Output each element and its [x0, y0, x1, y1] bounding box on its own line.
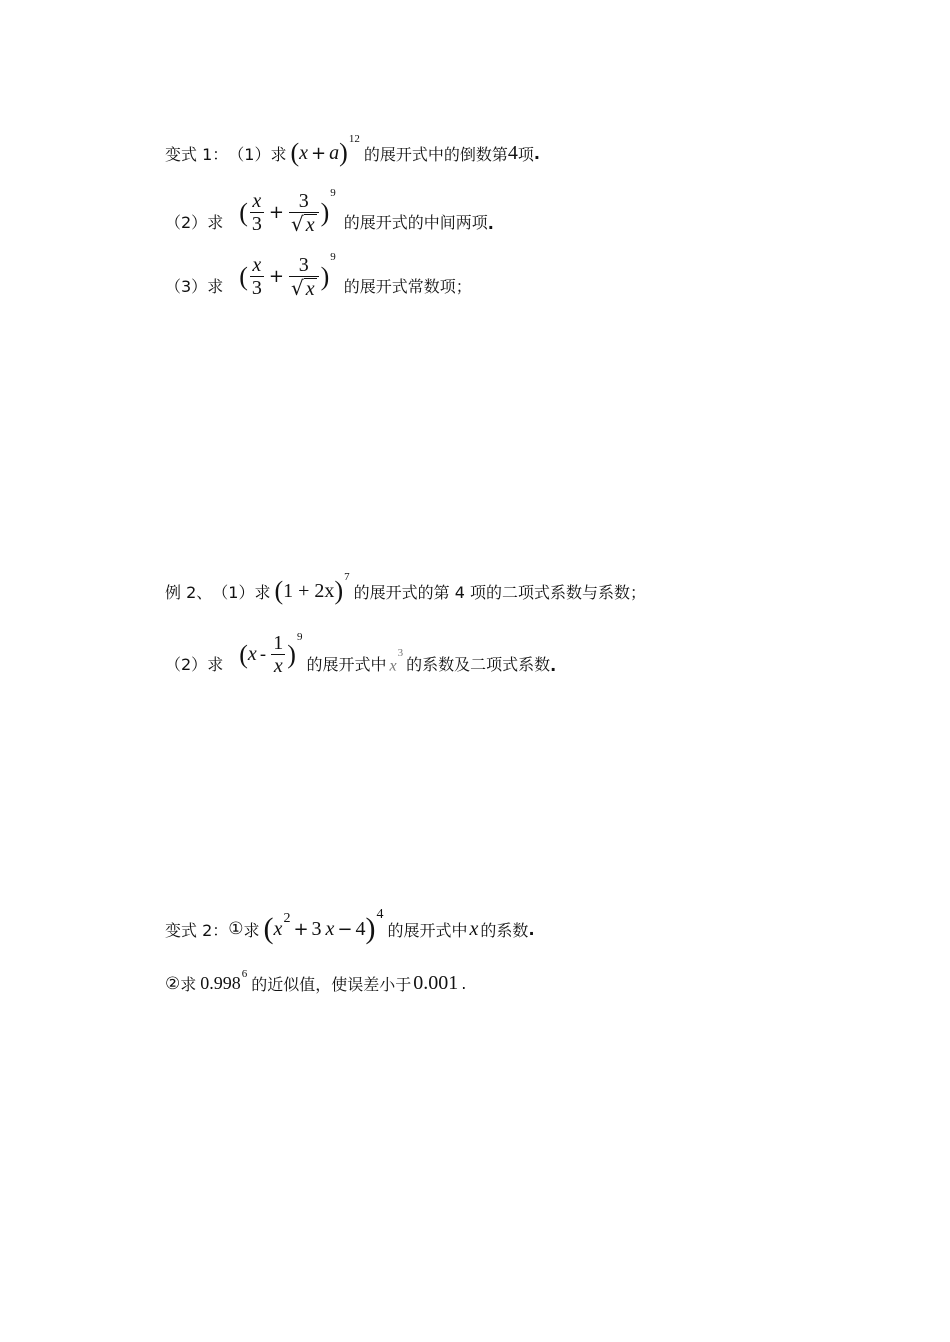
expression-x-minus-1-over-x: ( x - $\frac{1}{x}$ ) $^9$: [239, 630, 303, 677]
binomial-1-plus-2x: ( 1 + 2x ) $^7$: [274, 571, 350, 605]
question-text: 的近似值，使误差小于: [251, 975, 412, 994]
question-text: 的展开式常数项；: [343, 277, 472, 296]
exponent: 4: [376, 907, 384, 922]
sqrt-x: √ x: [290, 212, 315, 236]
variant1-part1: 变式 1： （1） 求 ( x + a ) $^{12}$ 的展开式中的倒数第 4 项 .: [165, 133, 540, 167]
variant2-part2: ② 求 0.998 $^6$ 的近似值，使误差小于 0.001 .: [165, 967, 467, 994]
fraction-x-over-3: $\frac{x}{3}$: [251, 254, 262, 299]
exponent: 9: [296, 630, 303, 643]
ask-word: 求: [207, 277, 224, 296]
question-text: 的展开式中的倒数第: [363, 144, 508, 164]
part-number: （1）: [212, 582, 255, 602]
part-number: （2）: [165, 655, 208, 674]
example2-label: 例 2、: [165, 582, 213, 602]
question-text: 的展开式的中间两项: [343, 213, 488, 232]
part-number: （1）: [228, 144, 271, 164]
variant1-label: 变式 1：: [165, 144, 229, 164]
question-text-2: 的系数: [480, 920, 529, 940]
exponent: 12: [348, 133, 360, 145]
expression-x3-plus-3-sqrtx: ( $\frac{x}{3}$ + 3 √ x ) $^9$: [239, 186, 336, 236]
circled-number-2: ②: [165, 973, 181, 994]
question-text-2: 项: [517, 144, 534, 164]
part-number: （3）: [165, 277, 208, 296]
ask-word: 求: [207, 213, 224, 232]
question-text-2: 的系数及二项式系数: [406, 655, 551, 674]
fraction-3-over-sqrt-x: 3 √ x: [289, 190, 319, 235]
fraction-3-over-sqrt-x: 3 √ x: [289, 254, 319, 299]
example2-part1: [165, 571, 646, 605]
exponent: 7: [344, 571, 350, 583]
question-text: 的展开式中: [306, 655, 387, 674]
ask-word: 求: [207, 655, 224, 674]
example2-part2: （2） 求 ( x - $\frac{1}{x}$ ) $^9$ 的展开式中 $x^3$ 的系数及二项式系数 .: [165, 630, 557, 677]
circled-number-1: ①: [228, 919, 244, 939]
number-0998-power-6: 0.998 $^6$: [200, 967, 248, 993]
variant2-label: 变式 2：: [165, 920, 229, 940]
error-bound: 0.001: [413, 972, 459, 994]
variant1-part2: （2） 求 ( $\frac{x}{3}$ + 3 √ x ) $^9$ 的展开式的中间两项 .: [165, 186, 494, 236]
sqrt-x: √ x: [290, 276, 315, 300]
variant1-part3: [165, 250, 472, 300]
part-number: （2）: [165, 213, 208, 232]
term-index: 4: [507, 141, 518, 164]
variable-x: x: [469, 917, 479, 940]
expression-x3-plus-3-sqrtx: ( $\frac{x}{3}$ + 3 √ x ) $^9$: [239, 250, 336, 300]
binomial-x-plus-a: ( x + a ) $^{12}$: [290, 133, 360, 167]
fraction-x-over-3: $\frac{x}{3}$: [251, 190, 262, 235]
question-text: 的展开式的第 4 项的二项式系数与系数；: [353, 582, 646, 602]
question-text: 的展开式中: [387, 920, 468, 940]
exponent: 6: [241, 967, 248, 980]
ask-word: 求: [180, 975, 197, 994]
fraction-1-over-x: $\frac{1}{x}$: [273, 632, 284, 677]
exponent: 9: [330, 250, 336, 263]
ask-word: 求: [254, 582, 271, 602]
exponent: 9: [330, 186, 336, 199]
variant2-part1: 变式 2： ① 求 ( x $^2$ + 3 x − 4 ) $^4$ 的展开式中 x 的系数 .: [165, 907, 535, 945]
ask-word: 求: [243, 920, 260, 940]
polynomial-x2-plus-3x-minus-4: ( x $^2$ + 3 x − 4 ) $^4$: [263, 907, 384, 945]
ask-word: 求: [270, 144, 287, 164]
term-x-cubed: $x^3$: [389, 646, 404, 674]
